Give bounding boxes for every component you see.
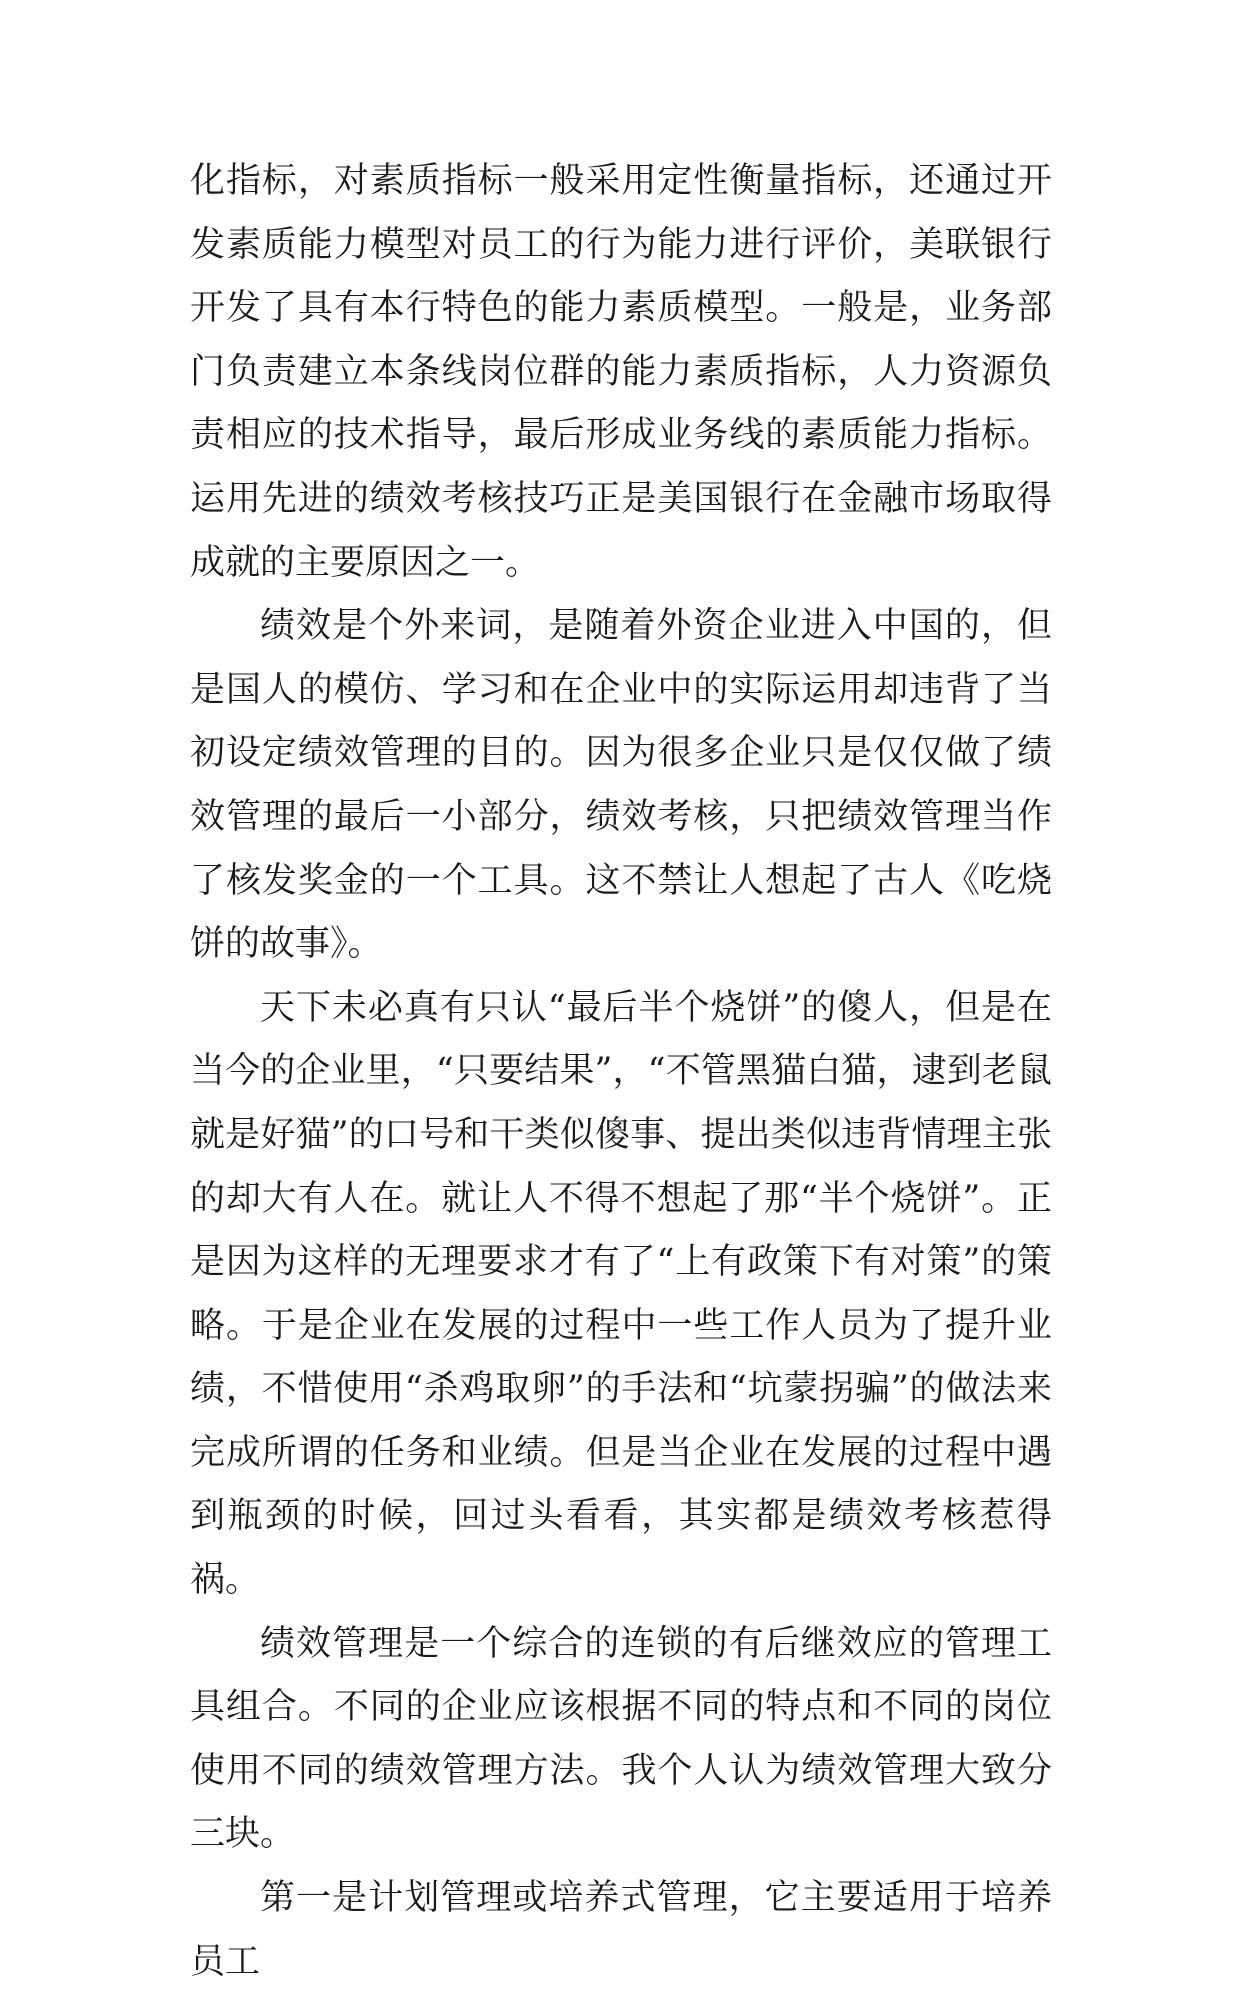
paragraph-1: 化指标，对素质指标一般采用定性衡量指标，还通过开发素质能力模型对员工的行为能力进行评价，美联银行开发了具有本行特色的能力素质模型。一般是，业务部门负责建立本条线岗位群的能力素质指标，人力资源负责相应的技术指导，最后形成业务线的素质能力指标。运用先进的绩效考核技巧正是美国银行在金融市场取得成就的主要原因之一。: [190, 161, 1052, 583]
paragraph-5: 第一是计划管理或培养式管理，它主要适用于培养员工: [190, 1878, 1052, 1982]
body-text: [190, 150, 1052, 1994]
paragraph-2: 绩效是个外来词，是随着外资企业进入中国的，但是国人的模仿、学习和在企业中的实际运用却违背了当初设定绩效管理的目的。因为很多企业只是仅仅做了绩效管理的最后一小部分，绩效考核，只把绩效管理当作了核发奖金的一个工具。这不禁让人想起了古人《吃烧饼的故事》。: [190, 606, 1052, 965]
paragraph-4: 绩效管理是一个综合的连锁的有后继效应的管理工具组合。不同的企业应该根据不同的特点和不同的岗位使用不同的绩效管理方法。我个人认为绩效管理大致分三块。: [190, 1623, 1052, 1855]
paragraph-3: 天下未必真有只认“最后半个烧饼”的傻人，但是在当今的企业里，“只要结果”，“不管黑猫白猫，逮到老鼠就是好猫”的口号和干类似傻事、提出类似违背情理主张的却大有人在。就让人不得不想起了那“半个烧饼”。正是因为这样的无理要求才有了“上有政策下有对策”的策略。于是企业在发展的过程中一些工作人员为了提升业绩，不惜使用“杀鸡取卵”的手法和“坑蒙拐骗”的做法来完成所谓的任务和业绩。但是当企业在发展的过程中遇到瓶颈的时候，回过头看看，其实都是绩效考核惹得祸。: [190, 987, 1052, 1601]
